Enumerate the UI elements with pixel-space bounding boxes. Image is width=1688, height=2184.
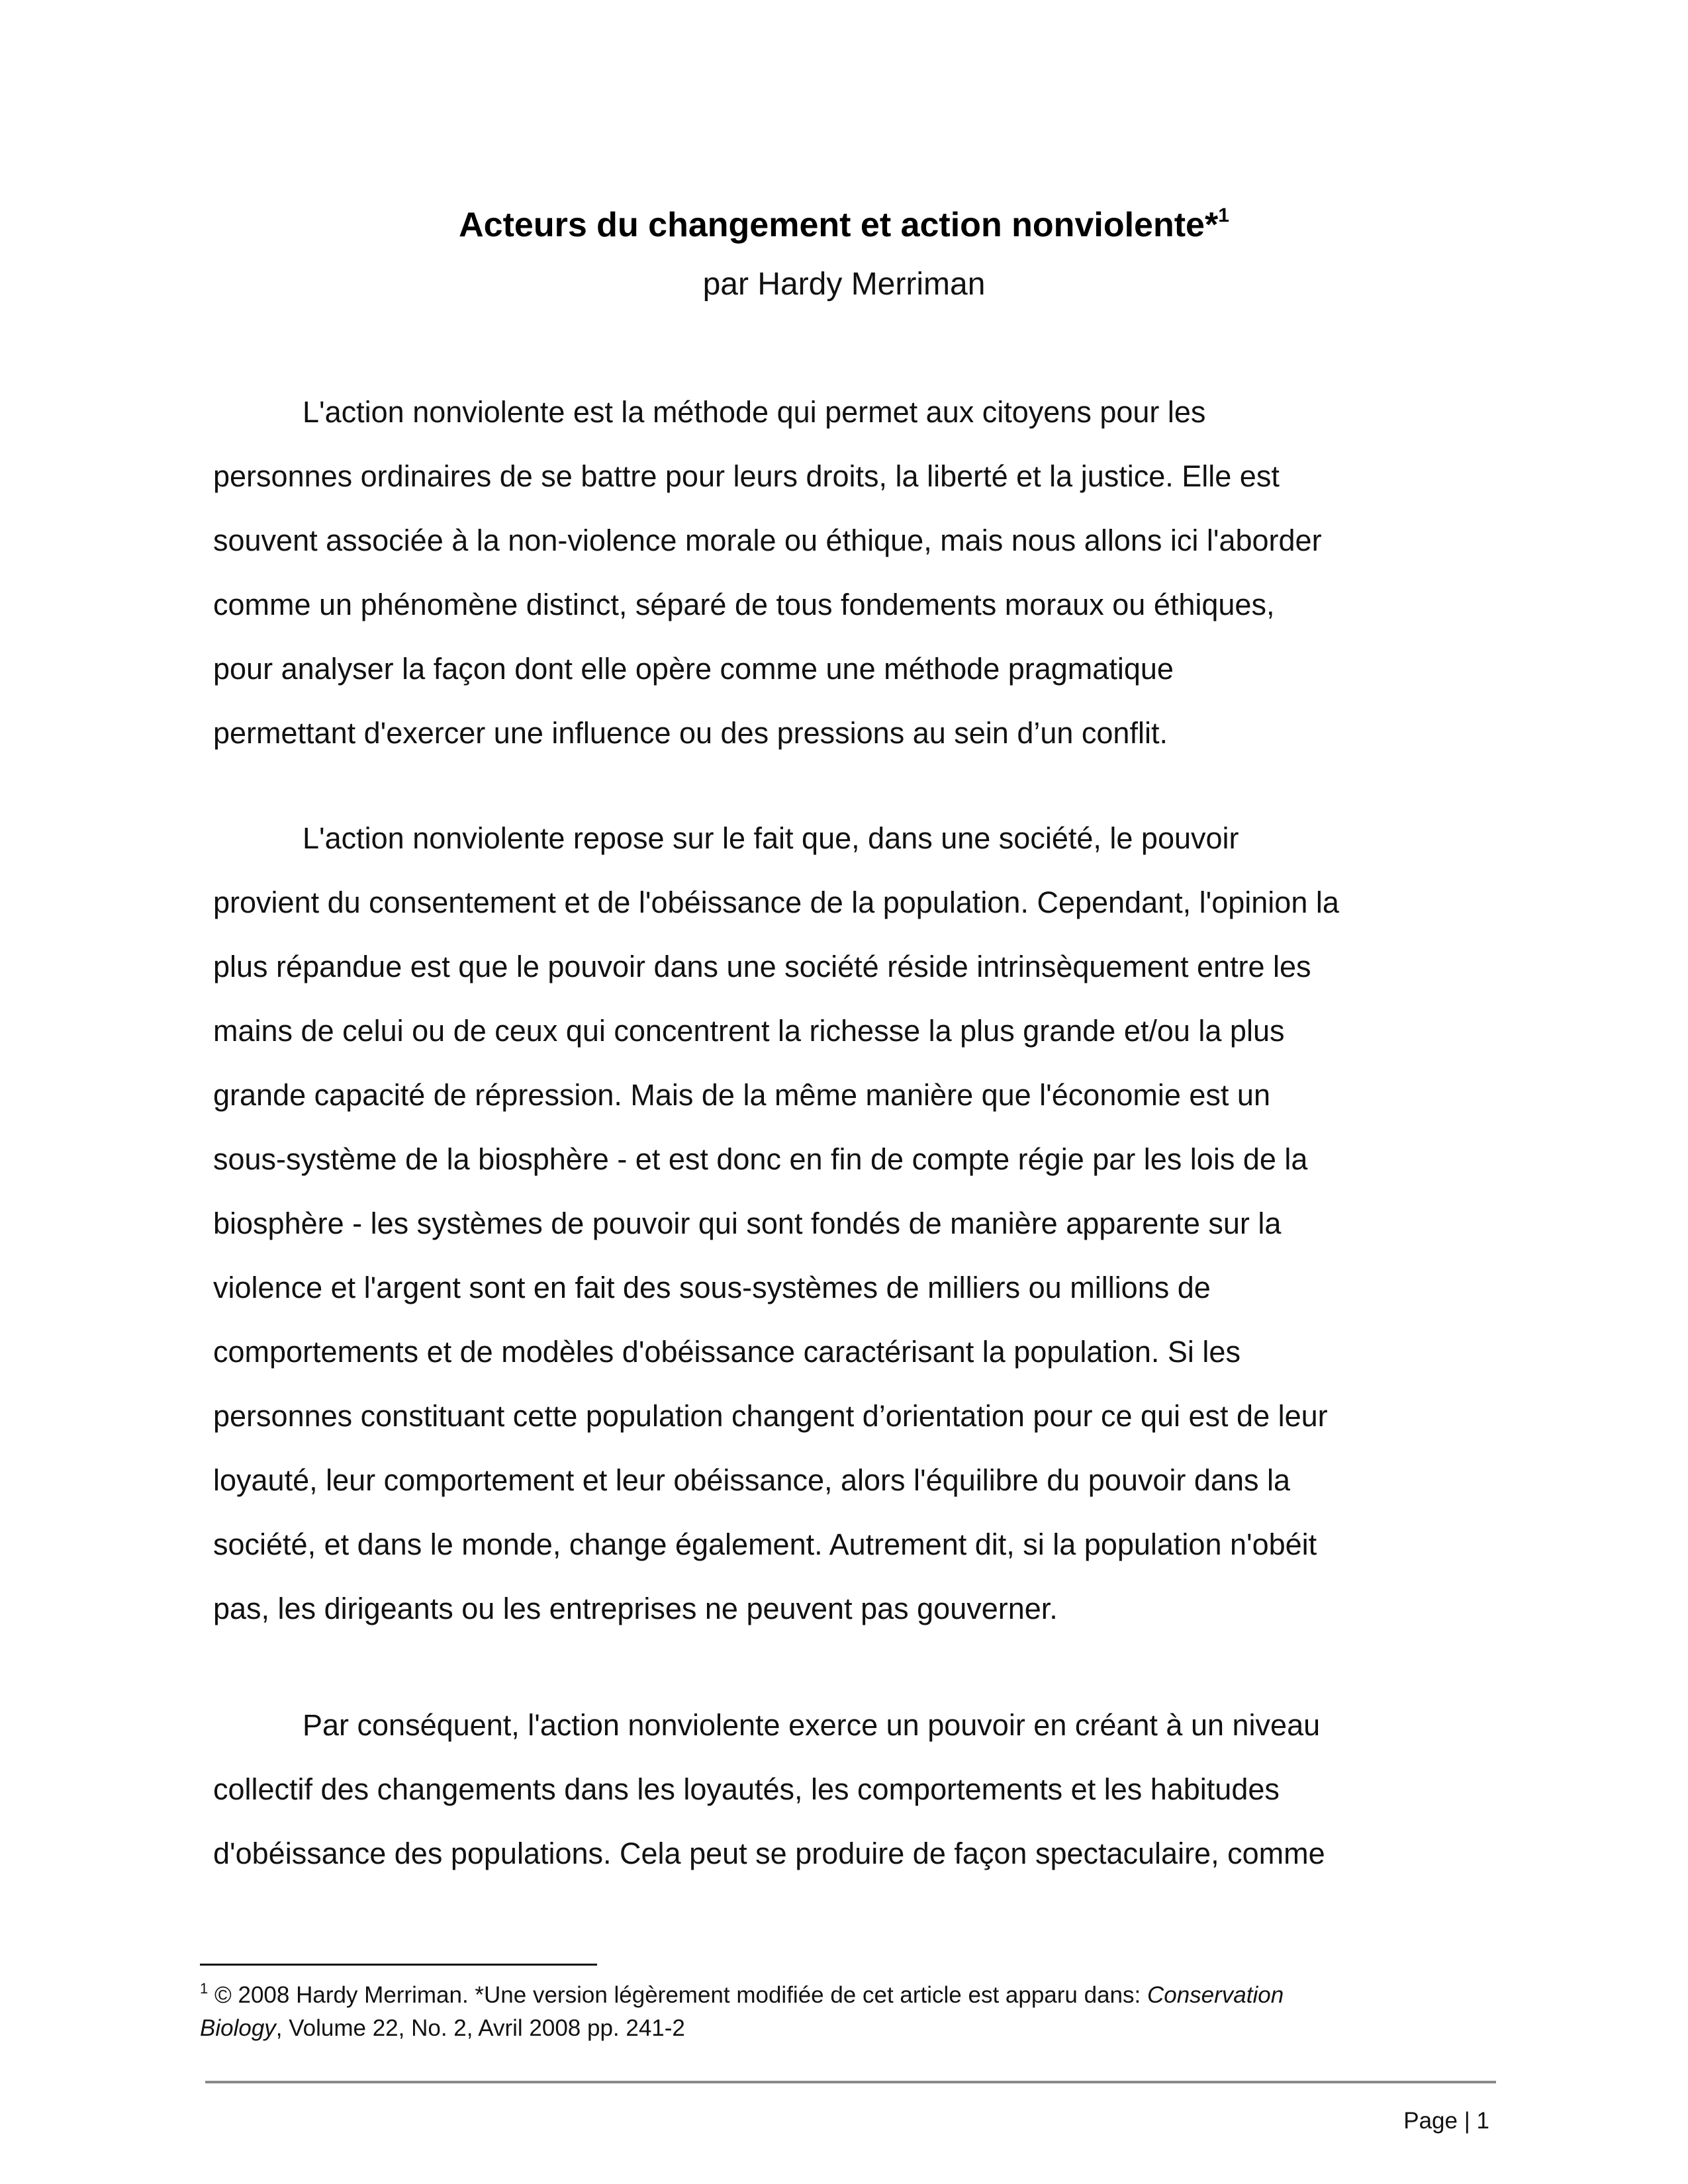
paragraph-line: comportements et de modèles d'obéissance caractérisant la population. Si les — [213, 1335, 1241, 1369]
page-number: Page | 1 — [1403, 2108, 1489, 2134]
footnote — [200, 1979, 1497, 2045]
paragraph-3 — [213, 1693, 1501, 1886]
paragraph-line: personnes constituant cette population changent d’orientation pour ce qui est de leur — [213, 1399, 1328, 1433]
paragraph-line: sous-système de la biosphère - et est donc en fin de compte régie par les lois de la — [213, 1142, 1308, 1176]
footnote-separator — [200, 1964, 597, 1966]
paragraph-line: société, et dans le monde, change également. Autrement dit, si la population n'obéit — [213, 1527, 1317, 1561]
paragraph-line: loyauté, leur comportement et leur obéissance, alors l'équilibre du pouvoir dans la — [213, 1463, 1291, 1497]
citation-details: , Volume 22, No. 2, Avril 2008 pp. 241-2 — [275, 2015, 685, 2041]
paragraph-line: mains de celui ou de ceux qui concentrent la richesse la plus grande et/ou la plus — [213, 1014, 1285, 1048]
footnote-line-1 — [200, 1979, 1497, 2012]
paragraph-line: L'action nonviolente est la méthode qui permet aux citoyens pour les — [303, 395, 1206, 429]
paragraph-line: d'obéissance des populations. Cela peut se produire de façon spectaculaire, comme — [213, 1837, 1325, 1870]
paragraph-line: plus répandue est que le pouvoir dans une société réside intrinsèquement entre les — [213, 950, 1311, 983]
paragraph-line: violence et l'argent sont en fait des sous-systèmes de milliers ou millions de — [213, 1271, 1211, 1304]
paragraph-2 — [213, 806, 1501, 1641]
journal-name-part: Conservation — [1147, 1982, 1284, 2008]
paragraph-line: L'action nonviolente repose sur le fait que, dans une société, le pouvoir — [303, 821, 1239, 855]
footnote-marker: 1 — [200, 1980, 209, 1997]
paragraph-line: collectif des changements dans les loyautés, les comportements et les habitudes — [213, 1772, 1280, 1806]
paragraph-line: Par conséquent, l'action nonviolente exerce un pouvoir en créant à un niveau — [303, 1708, 1321, 1742]
paragraph-line: comme un phénomène distinct, séparé de tous fondements moraux ou éthiques, — [213, 588, 1275, 621]
footnote-text: © 2008 Hardy Merriman. *Une version légèrement modifiée de cet article est apparu dans: — [208, 1982, 1147, 2008]
title-text: Acteurs du changement et action nonviolente* — [459, 206, 1219, 244]
paragraph-line: biosphère - les systèmes de pouvoir qui sont fondés de manière apparente sur la — [213, 1206, 1282, 1240]
paragraph-line: souvent associée à la non-violence morale ou éthique, mais nous allons ici l'aborder — [213, 523, 1322, 557]
paragraph-line: personnes ordinaires de se battre pour leurs droits, la liberté et la justice. Elle est — [213, 459, 1280, 493]
paragraph-line: pour analyser la façon dont elle opère comme une méthode pragmatique — [213, 652, 1174, 686]
paragraph-line: pas, les dirigeants ou les entreprises ne peuvent pas gouverner. — [213, 1592, 1058, 1625]
paragraph-line: permettant d'exercer une influence ou des pressions au sein d’un conflit. — [213, 716, 1168, 750]
paragraph-line: grande capacité de répression. Mais de la même manière que l'économie est un — [213, 1078, 1270, 1112]
footer-separator — [205, 2081, 1496, 2083]
title-footnote-ref: 1 — [1218, 205, 1229, 226]
footnote-line-2 — [200, 2012, 1497, 2045]
journal-name-part: Biology — [200, 2015, 276, 2041]
paragraph-line: provient du consentement et de l'obéissance de la population. Cependant, l'opinion la — [213, 886, 1339, 919]
author-line: par Hardy Merriman — [702, 267, 986, 302]
paragraph-1 — [213, 380, 1501, 765]
document-title — [0, 202, 1688, 248]
